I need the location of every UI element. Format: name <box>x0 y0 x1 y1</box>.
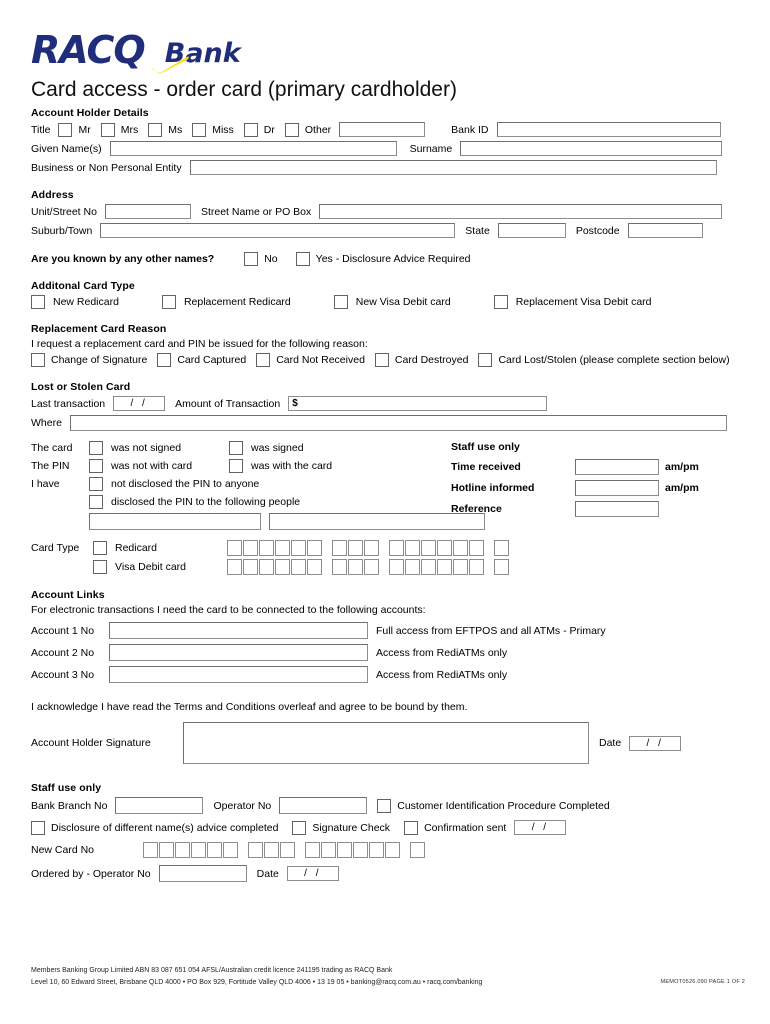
the-pin-label: The PIN <box>31 460 70 472</box>
new-card-no-digit[interactable] <box>385 842 400 858</box>
input-where[interactable] <box>70 415 727 431</box>
reference-row <box>451 501 741 517</box>
input-signature-date[interactable]: / / <box>629 736 681 751</box>
label-pin-was-with-card: was with the card <box>251 460 333 472</box>
form-sheet <box>25 15 751 886</box>
section-heading-address: Address <box>31 189 74 201</box>
checkbox-replacement-redicard[interactable] <box>162 295 176 309</box>
card-number-visa-group-2[interactable] <box>332 559 380 575</box>
checkbox-title-miss[interactable] <box>192 123 206 137</box>
label-title-ms: Ms <box>168 123 183 136</box>
card-number-redicard-digit[interactable] <box>494 540 509 556</box>
amount-label: Amount of Transaction <box>175 397 281 410</box>
card-number-visa-digit[interactable] <box>259 559 274 575</box>
new-card-no-group-3[interactable] <box>305 842 401 858</box>
reference-label: Reference <box>451 503 502 515</box>
brand-header <box>25 15 751 71</box>
new-card-no-digit[interactable] <box>175 842 190 858</box>
label-title-mrs: Mrs <box>120 123 139 136</box>
section-heading-account-holder: Account Holder Details <box>31 107 149 119</box>
disclosure-row <box>31 820 751 835</box>
card-number-visa-digit[interactable] <box>494 559 509 575</box>
new-card-no-digit[interactable] <box>248 842 263 858</box>
card-number-redicard-digit[interactable] <box>307 540 322 556</box>
last-transaction-row <box>31 396 751 411</box>
card-number-visa-digit[interactable] <box>291 559 306 575</box>
input-state[interactable] <box>498 223 566 238</box>
checkbox-other-names-yes[interactable] <box>296 252 310 266</box>
postcode-label: Postcode <box>575 224 620 237</box>
label-card-not-received: Card Not Received <box>276 354 365 366</box>
input-suburb[interactable] <box>100 223 455 238</box>
label-disclosure-advice: Disclosure of different name(s) advice completed <box>51 821 279 834</box>
card-number-visa-digit[interactable] <box>421 559 436 575</box>
label-customer-identification: Customer Identification Procedure Completed <box>397 799 610 812</box>
replacement-reason-intro: I request a replacement card and PIN be issued for the following reason: <box>31 338 368 350</box>
card-number-visa-digit[interactable] <box>389 559 404 575</box>
street-name-label: Street Name or PO Box <box>200 205 312 218</box>
checkbox-pin-was-not-with-card[interactable] <box>89 459 103 473</box>
operator-no-label: Operator No <box>213 799 272 812</box>
label-replacement-redicard: Replacement Redicard <box>183 296 291 308</box>
card-number-visa-digit[interactable] <box>405 559 420 575</box>
card-number-visa-digit[interactable] <box>227 559 242 575</box>
i-have-label: I have <box>31 478 60 490</box>
new-card-no-digit[interactable] <box>143 842 158 858</box>
label-replacement-visa-debit: Replacement Visa Debit card <box>515 296 652 308</box>
racq-bank-logo <box>31 28 241 72</box>
signature-label: Account Holder Signature <box>31 737 151 749</box>
bank-branch-row <box>31 797 751 814</box>
hotline-informed-suffix: am/pm <box>665 482 699 494</box>
card-number-visa-digit[interactable] <box>437 559 452 575</box>
title-row <box>31 122 751 137</box>
card-number-visa-digit[interactable] <box>332 559 347 575</box>
bank-id-label: Bank ID <box>451 123 489 136</box>
input-operator-no[interactable] <box>279 797 367 814</box>
checkbox-card-not-received[interactable] <box>256 353 270 367</box>
label-card-type-redicard: Redicard <box>115 542 158 554</box>
where-label: Where <box>31 417 62 429</box>
ordered-date-label: Date <box>256 867 279 880</box>
checkbox-customer-identification[interactable] <box>377 799 391 813</box>
account-3-access: Access from RediATMs only <box>376 668 508 681</box>
input-ordered-by-operator-no[interactable] <box>159 865 247 882</box>
card-number-redicard-group-1[interactable] <box>227 540 323 556</box>
staff-use-only-top-heading: Staff use only <box>451 441 520 453</box>
time-received-label: Time received <box>451 461 521 473</box>
label-change-of-signature: Change of Signature <box>51 354 148 366</box>
new-card-no-digit[interactable] <box>353 842 368 858</box>
suburb-label: Suburb/Town <box>31 224 93 237</box>
checkbox-new-visa-debit[interactable] <box>334 295 348 309</box>
staff-use-only-top <box>451 441 741 517</box>
label-new-redicard: New Redicard <box>53 296 119 308</box>
business-row <box>31 160 751 175</box>
checkbox-card-was-signed[interactable] <box>229 441 243 455</box>
account-link-row-2 <box>31 644 751 661</box>
other-names-question: Are you known by any other names? <box>31 253 215 265</box>
label-title-mr: Mr <box>78 123 91 136</box>
card-number-visa-group-4[interactable] <box>494 559 510 575</box>
checkbox-disclosure-advice[interactable] <box>31 821 45 835</box>
label-signature-check: Signature Check <box>312 821 391 834</box>
checkbox-change-of-signature[interactable] <box>31 353 45 367</box>
input-business[interactable] <box>190 160 717 175</box>
card-number-redicard-digit[interactable] <box>275 540 290 556</box>
input-street-name[interactable] <box>319 204 722 219</box>
input-given-names[interactable] <box>110 141 397 156</box>
card-number-visa-digit[interactable] <box>275 559 290 575</box>
card-type-options-row <box>31 295 751 309</box>
checkbox-card-was-not-signed[interactable] <box>89 441 103 455</box>
card-number-redicard-digit[interactable] <box>405 540 420 556</box>
account-2-label: Account 2 No <box>31 646 95 659</box>
new-card-no-group-2[interactable] <box>248 842 296 858</box>
card-number-redicard-digit[interactable] <box>437 540 452 556</box>
other-names-row <box>31 252 751 266</box>
label-title-dr: Dr <box>263 123 275 136</box>
unit-street-no-label: Unit/Street No <box>31 205 97 218</box>
checkbox-disclosed-pin[interactable] <box>89 495 103 509</box>
checkbox-title-ms[interactable] <box>148 123 162 137</box>
card-number-visa-digit[interactable] <box>307 559 322 575</box>
checkbox-card-type-visa-debit[interactable] <box>93 560 107 574</box>
card-number-redicard-digit[interactable] <box>291 540 306 556</box>
page-title: Card access - order card (primary cardholder) <box>31 78 457 101</box>
new-card-no-digit[interactable] <box>410 842 425 858</box>
title-label: Title <box>31 123 51 136</box>
card-number-visa-digit[interactable] <box>364 559 379 575</box>
input-postcode[interactable] <box>628 223 703 238</box>
acknowledgement-text: I acknowledge I have read the Terms and Conditions overleaf and agree to be bound by them. <box>31 701 468 713</box>
card-number-redicard-digit[interactable] <box>332 540 347 556</box>
checkbox-title-dr[interactable] <box>244 123 258 137</box>
input-ordered-date[interactable]: / / <box>287 866 339 881</box>
label-confirmation-sent: Confirmation sent <box>424 821 507 834</box>
new-card-no-digit[interactable] <box>207 842 222 858</box>
new-card-no-digit[interactable] <box>305 842 320 858</box>
input-account-3-no[interactable] <box>109 666 368 683</box>
new-card-no-digit[interactable] <box>321 842 336 858</box>
input-time-received[interactable] <box>575 459 659 475</box>
label-disclosed-pin: disclosed the PIN to the following people <box>111 496 301 508</box>
checkbox-card-lost-stolen[interactable] <box>478 353 492 367</box>
surname-label: Surname <box>409 142 453 155</box>
checkbox-other-names-no[interactable] <box>244 252 258 266</box>
checkbox-new-redicard[interactable] <box>31 295 45 309</box>
checkbox-pin-was-with-card[interactable] <box>229 459 243 473</box>
card-number-redicard-digit[interactable] <box>243 540 258 556</box>
bank-wordmark: Bank <box>164 38 241 69</box>
input-reference[interactable] <box>575 501 659 517</box>
input-bank-branch-no[interactable] <box>115 797 203 814</box>
section-heading-replacement-reason: Replacement Card Reason <box>31 323 167 335</box>
ordered-by-label: Ordered by - Operator No <box>31 867 151 880</box>
card-number-redicard-digit[interactable] <box>389 540 404 556</box>
input-account-1-no[interactable] <box>109 622 368 639</box>
new-card-no-group-1[interactable] <box>143 842 239 858</box>
the-card-label: The card <box>31 442 73 454</box>
checkbox-signature-check[interactable] <box>292 821 306 835</box>
account-1-access: Full access from EFTPOS and all ATMs - Primary <box>376 624 606 637</box>
input-hotline-informed[interactable] <box>575 480 659 496</box>
checkbox-replacement-visa-debit[interactable] <box>494 295 508 309</box>
new-card-no-digit[interactable] <box>159 842 174 858</box>
account-link-row-1 <box>31 622 751 639</box>
card-number-redicard-group-4[interactable] <box>494 540 510 556</box>
new-card-no-group-4[interactable] <box>410 842 426 858</box>
account-link-row-3 <box>31 666 751 683</box>
input-account-holder-signature[interactable] <box>183 722 589 764</box>
time-received-row <box>451 459 741 475</box>
account-1-label: Account 1 No <box>31 624 95 637</box>
card-number-visa-group-3[interactable] <box>389 559 485 575</box>
section-heading-account-links: Account Links <box>31 589 105 601</box>
card-number-redicard-digit[interactable] <box>469 540 484 556</box>
checkbox-title-other[interactable] <box>285 123 299 137</box>
bank-branch-label: Bank Branch No <box>31 799 108 812</box>
card-number-redicard-digit[interactable] <box>348 540 363 556</box>
street-row <box>31 204 751 219</box>
label-pin-was-not-with-card: was not with card <box>111 460 193 472</box>
input-amount-of-transaction[interactable]: $ <box>288 396 547 411</box>
given-names-label: Given Name(s) <box>31 142 102 155</box>
card-number-visa-digit[interactable] <box>453 559 468 575</box>
section-heading-card-type: Additonal Card Type <box>31 280 135 292</box>
footer-line-2: Level 10, 60 Edward Street, Brisbane QLD 4000 • PO Box 929, Fortitude Valley QLD 4006 • 13 19 05 • banking@racq.com.au • racq.com/banking <box>31 978 483 986</box>
label-title-other: Other <box>304 123 332 136</box>
label-other-names-no: No <box>264 253 278 265</box>
label-card-destroyed: Card Destroyed <box>394 354 469 366</box>
suburb-row <box>31 223 751 238</box>
checkbox-confirmation-sent[interactable] <box>404 821 418 835</box>
card-number-visa-digit[interactable] <box>243 559 258 575</box>
input-account-2-no[interactable] <box>109 644 368 661</box>
name-row <box>31 141 751 156</box>
page-footer <box>31 965 751 988</box>
new-card-no-digit[interactable] <box>264 842 279 858</box>
checkbox-title-mrs[interactable] <box>101 123 115 137</box>
label-card-type-visa-debit: Visa Debit card <box>115 561 187 573</box>
card-number-visa-group-1[interactable] <box>227 559 323 575</box>
card-number-redicard-digit[interactable] <box>227 540 242 556</box>
hotline-informed-label: Hotline informed <box>451 482 535 494</box>
card-number-redicard-digit[interactable] <box>453 540 468 556</box>
hotline-informed-row <box>451 480 741 496</box>
ordered-by-row <box>31 865 751 882</box>
last-transaction-label: Last transaction <box>31 397 106 410</box>
section-heading-staff-use-bottom: Staff use only <box>31 782 102 794</box>
label-card-lost-stolen: Card Lost/Stolen (please complete section below) <box>498 354 730 366</box>
card-number-redicard-group-3[interactable] <box>389 540 485 556</box>
input-unit-street-no[interactable] <box>105 204 191 219</box>
label-card-captured: Card Captured <box>177 354 247 366</box>
card-type-label: Card Type <box>31 542 80 554</box>
card-number-row-visa <box>31 559 751 575</box>
input-last-transaction-date[interactable]: / / <box>113 396 165 411</box>
new-card-no-digit[interactable] <box>223 842 238 858</box>
label-not-disclosed-pin: not disclosed the PIN to anyone <box>111 478 260 490</box>
checkbox-card-type-redicard[interactable] <box>93 541 107 555</box>
replacement-reason-options-row <box>31 353 751 367</box>
input-title-other[interactable] <box>339 122 425 137</box>
state-label: State <box>465 224 490 237</box>
input-confirmation-date[interactable]: / / <box>514 820 566 835</box>
account-2-access: Access from RediATMs only <box>376 646 508 659</box>
racq-wordmark: RACQ <box>31 28 145 72</box>
checkbox-not-disclosed-pin[interactable] <box>89 477 103 491</box>
new-card-no-label: New Card No <box>31 844 95 856</box>
card-number-redicard-digit[interactable] <box>421 540 436 556</box>
card-number-visa-digit[interactable] <box>469 559 484 575</box>
label-title-miss: Miss <box>212 123 234 136</box>
input-surname[interactable] <box>460 141 722 156</box>
business-label: Business or Non Personal Entity <box>31 161 182 174</box>
footer-doc-code: MEMOT0526.090 PAGE 1 OF 2 <box>660 979 745 985</box>
where-row <box>31 415 751 431</box>
checkbox-title-mr[interactable] <box>58 123 72 137</box>
label-card-was-signed: was signed <box>251 442 304 454</box>
label-card-was-not-signed: was not signed <box>111 442 182 454</box>
checkbox-card-captured[interactable] <box>157 353 171 367</box>
card-number-redicard-digit[interactable] <box>259 540 274 556</box>
footer-line-1: Members Banking Group Limited ABN 83 087 651 054 AFSL/Australian credit licence 241195 trading as RACQ Bank <box>31 967 393 974</box>
label-new-visa-debit: New Visa Debit card <box>355 296 451 308</box>
new-card-no-digit[interactable] <box>337 842 352 858</box>
new-card-no-digit[interactable] <box>280 842 295 858</box>
time-received-suffix: am/pm <box>665 461 699 473</box>
input-bank-id[interactable] <box>497 122 721 137</box>
checkbox-card-destroyed[interactable] <box>375 353 389 367</box>
new-card-no-row <box>31 842 751 858</box>
account-3-label: Account 3 No <box>31 668 95 681</box>
label-other-names-yes: Yes - Disclosure Advice Required <box>315 253 471 265</box>
card-number-visa-digit[interactable] <box>348 559 363 575</box>
card-number-redicard-group-2[interactable] <box>332 540 380 556</box>
card-number-redicard-digit[interactable] <box>364 540 379 556</box>
input-disclosed-person-1[interactable] <box>89 513 261 530</box>
signature-row <box>31 722 751 764</box>
new-card-no-digit[interactable] <box>191 842 206 858</box>
account-links-intro: For electronic transactions I need the card to be connected to the following accounts: <box>31 604 426 616</box>
signature-date-label: Date <box>599 737 622 749</box>
card-number-row-redicard <box>31 540 751 556</box>
section-heading-lost-stolen: Lost or Stolen Card <box>31 381 131 393</box>
new-card-no-digit[interactable] <box>369 842 384 858</box>
